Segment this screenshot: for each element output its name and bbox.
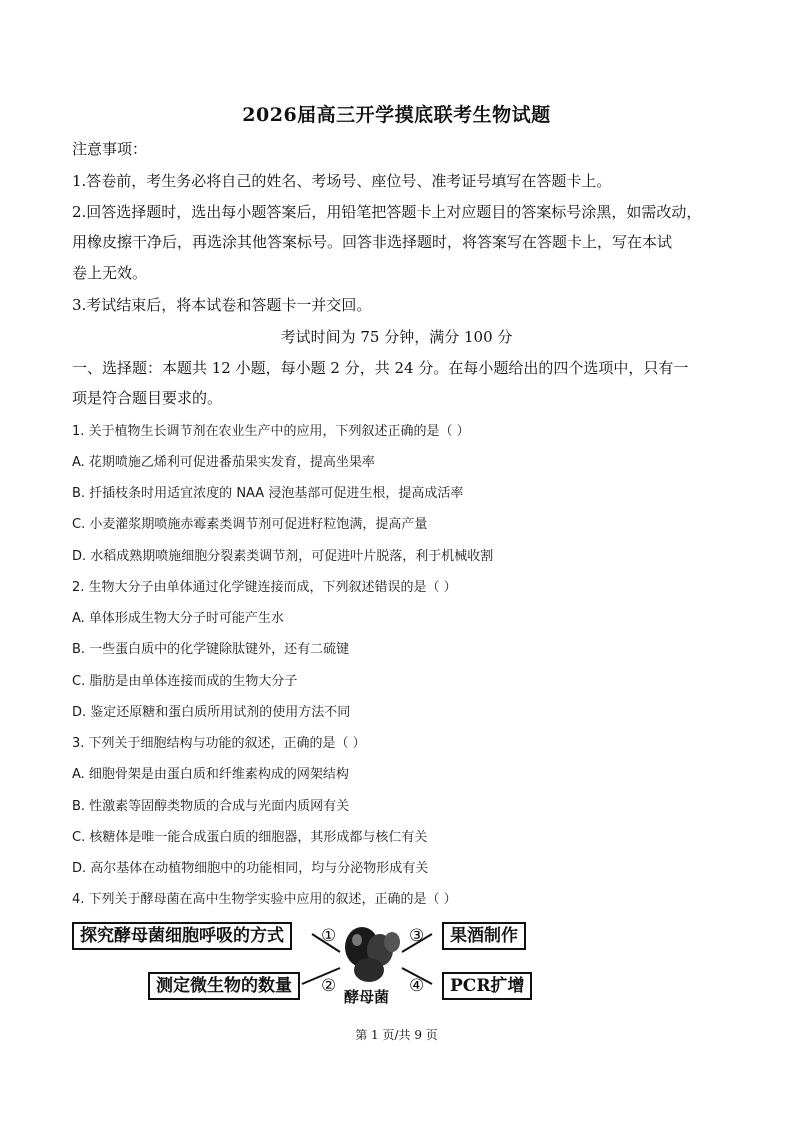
label-3: ③ [409, 926, 425, 946]
box-pcr: PCR扩增 [442, 972, 532, 1000]
question-2-option-a: A. 单体形成生物大分子时可能产生水 [72, 611, 284, 626]
label-1: ① [321, 926, 337, 946]
question-3-stem: 3. 下列关于细胞结构与功能的叙述，正确的是（ ） [72, 736, 366, 751]
note-line-4: 卷上无效。 [72, 264, 148, 282]
label-2: ② [321, 976, 337, 996]
question-1-option-a: A. 花期喷施乙烯利可促进番茄果实发育，提高坐果率 [72, 455, 375, 470]
notes-heading: 注意事项： [72, 140, 148, 158]
question-3-option-b: B. 性激素等固醇类物质的合成与光面内质网有关 [72, 799, 350, 814]
note-line-3: 用橡皮擦干净后，再选涂其他答案标号。回答非选择题时，将答案写在答题卡上，写在本试 [72, 233, 673, 251]
question-2-option-c: C. 脂肪是由单体连接而成的生物大分子 [72, 674, 298, 689]
page-title: 2026届高三开学摸底联考生物试题 [242, 104, 551, 126]
question-1-option-b: B. 扦插枝条时用适宜浓度的 NAA 浸泡基部可促进生根，提高成活率 [72, 486, 464, 501]
question-3-option-a: A. 细胞骨架是由蛋白质和纤维素构成的网架结构 [72, 767, 349, 782]
note-line-2: 2.回答选择题时，选出每小题答案后，用铅笔把答题卡上对应题目的答案标号涂黑，如需改动， [72, 203, 702, 221]
note-line-1: 1.答卷前，考生务必将自己的姓名、考场号、座位号、准考证号填写在答题卡上。 [72, 172, 612, 190]
question-4-stem: 4. 下列关于酵母菌在高中生物学实验中应用的叙述，正确的是（ ） [72, 892, 457, 907]
section-heading-line-1: 一、选择题：本题共 12 小题，每小题 2 分，共 24 分。在每小题给出的四个选项中，只有一 [72, 359, 689, 377]
question-2-option-b: B. 一些蛋白质中的化学键除肽键外，还有二硫键 [72, 642, 350, 657]
box-wine-making: 果酒制作 [442, 922, 526, 950]
yeast-diagram [72, 912, 532, 1008]
question-2-option-d: D. 鉴定还原糖和蛋白质所用试剂的使用方法不同 [72, 705, 351, 720]
yeast-cells-icon [345, 927, 400, 982]
exam-info: 考试时间为 75 分钟，满分 100 分 [280, 328, 513, 346]
question-1-stem: 1. 关于植物生长调节剂在农业生产中的应用，下列叙述正确的是（ ） [72, 424, 470, 439]
question-3-option-c: C. 核糖体是唯一能合成蛋白质的细胞器，其形成都与核仁有关 [72, 830, 428, 845]
box-microbe-count: 测定微生物的数量 [148, 972, 300, 1000]
question-3-option-d: D. 高尔基体在动植物细胞中的功能相同，均与分泌物形成有关 [72, 861, 429, 876]
question-1-option-c: C. 小麦灌浆期喷施赤霉素类调节剂可促进籽粒饱满，提高产量 [72, 517, 428, 532]
page-footer: 第 1 页/共 9 页 [355, 1028, 438, 1042]
yeast-label: 酵母菌 [344, 988, 390, 1006]
box-respiration-experiment: 探究酵母菌细胞呼吸的方式 [72, 922, 292, 950]
question-1-option-d: D. 水稻成熟期喷施细胞分裂素类调节剂，可促进叶片脱落，利于机械收割 [72, 549, 494, 564]
note-line-5: 3.考试结束后，将本试卷和答题卡一并交回。 [72, 296, 372, 314]
question-2-stem: 2. 生物大分子由单体通过化学键连接而成，下列叙述错误的是（ ） [72, 580, 457, 595]
label-4: ④ [409, 976, 425, 996]
section-heading-line-2: 项是符合题目要求的。 [72, 389, 223, 407]
